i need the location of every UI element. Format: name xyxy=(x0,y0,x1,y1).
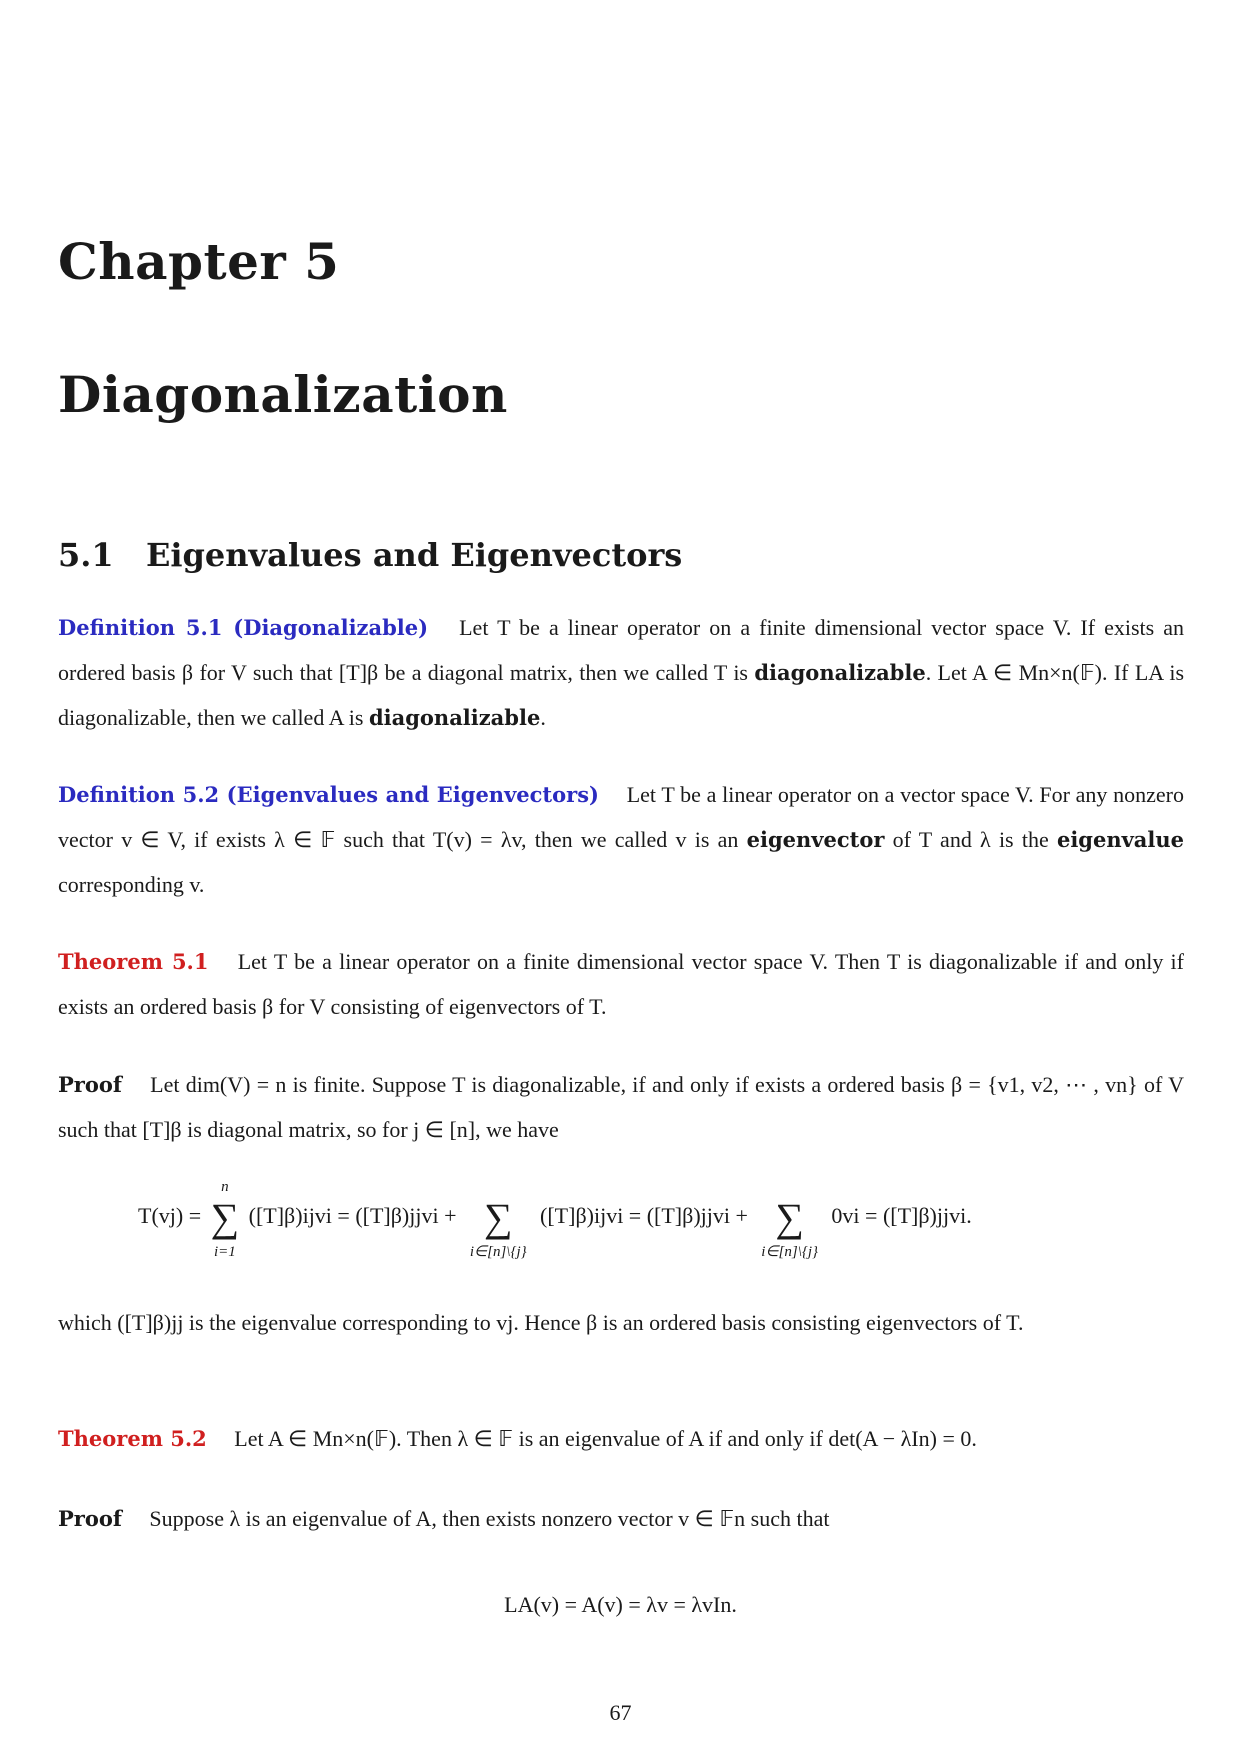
definition-text: . Let A ∈ Mn×n(𝔽). If LA is diagonalizable, then we called A is xyxy=(58,660,1185,730)
proof-heading: Proof xyxy=(58,1506,122,1531)
definition-heading: Definition 5.2 (Eigenvalues and Eigenvectors) xyxy=(58,782,599,807)
sum-symbol: ∑ i∈[n]\{j} xyxy=(469,1195,527,1260)
equation-term: ([T]β)ijvi = ([T]β)jjvi + xyxy=(248,1203,457,1228)
section-title: Eigenvalues and Eigenvectors xyxy=(146,536,683,574)
theorem-heading: Theorem 5.2 xyxy=(58,1426,207,1451)
display-equation-2: LA(v) = A(v) = λv = λvIn. xyxy=(504,1592,737,1617)
sum-symbol: ∑ n i=1 xyxy=(210,1179,240,1260)
section-heading xyxy=(58,536,682,574)
proof-2 xyxy=(58,1496,1184,1541)
definition-5-2 xyxy=(58,772,1184,907)
definition-text: corresponding v. xyxy=(58,872,205,897)
proof-heading: Proof xyxy=(58,1072,122,1097)
section-number: 5.1 xyxy=(58,536,114,574)
proof-text: Suppose λ is an eigenvalue of A, then exists nonzero vector v ∈ 𝔽n such that xyxy=(149,1506,830,1531)
theorem-text: Let T be a linear operator on a finite dimensional vector space V. Then T is diagonalizable if and only if exists an ordered basis β for V consisting of eigenvectors of T. xyxy=(58,949,1184,1019)
chapter-label: Chapter 5 xyxy=(58,232,340,291)
page-number: 67 xyxy=(609,1700,632,1725)
definition-term: diagonalizable xyxy=(368,705,541,730)
definition-text: Let T be a linear operator on a finite dimensional vector space V. If exists an ordered basis β for V such that [T]β be a diagonal matrix, then we called T is xyxy=(58,615,1185,685)
equation-term: ([T]β)ijvi = ([T]β)jjvi + xyxy=(540,1203,748,1228)
sum-lower-limit: i∈[n]\{j} xyxy=(761,1244,819,1260)
proof-text: which ([T]β)jj is the eigenvalue corresponding to vj. Hence β is an ordered basis consisting eigenvectors of T. xyxy=(58,1310,1024,1335)
definition-text: Let T be a linear operator on a vector space V. For any nonzero vector v ∈ V, if exists λ ∈ 𝔽 such that T(v) = λv, then we called v is an xyxy=(58,782,1184,852)
definition-term: eigenvector xyxy=(746,827,885,852)
display-equation-1 xyxy=(138,1179,972,1260)
sum-upper-limit: n xyxy=(221,1179,229,1195)
equation-lhs: T(vj) = xyxy=(138,1203,202,1228)
theorem-text: Let A ∈ Mn×n(𝔽). Then λ ∈ 𝔽 is an eigenvalue of A if and only if det(A − λIn) = 0. xyxy=(234,1426,977,1451)
proof-text: Let dim(V) = n is finite. Suppose T is diagonalizable, if and only if exists a ordered basis β = {v1, v2, ⋯ , vn} of V such that [T]β is diagonal matrix, so for j ∈ [n], we have xyxy=(58,1072,1185,1142)
chapter-title: Diagonalization xyxy=(58,365,508,424)
sum-symbol: ∑ i∈[n]\{j} xyxy=(761,1195,819,1260)
equation-term: 0vi = ([T]β)jjvi. xyxy=(831,1203,972,1228)
proof-1-conclusion xyxy=(58,1300,1184,1345)
definition-term: diagonalizable xyxy=(754,660,926,685)
definition-5-1 xyxy=(58,605,1184,740)
theorem-5-2 xyxy=(58,1416,1184,1461)
definition-heading: Definition 5.1 (Diagonalizable) xyxy=(58,615,429,640)
theorem-heading: Theorem 5.1 xyxy=(58,949,209,974)
sum-lower-limit: i=1 xyxy=(213,1244,236,1260)
theorem-5-1 xyxy=(58,939,1184,1029)
proof-1 xyxy=(58,1062,1184,1152)
definition-text: . xyxy=(540,705,546,730)
sum-lower-limit: i∈[n]\{j} xyxy=(469,1244,527,1260)
definition-term: eigenvalue xyxy=(1056,827,1185,852)
definition-text: of T and λ is the xyxy=(892,827,1049,852)
